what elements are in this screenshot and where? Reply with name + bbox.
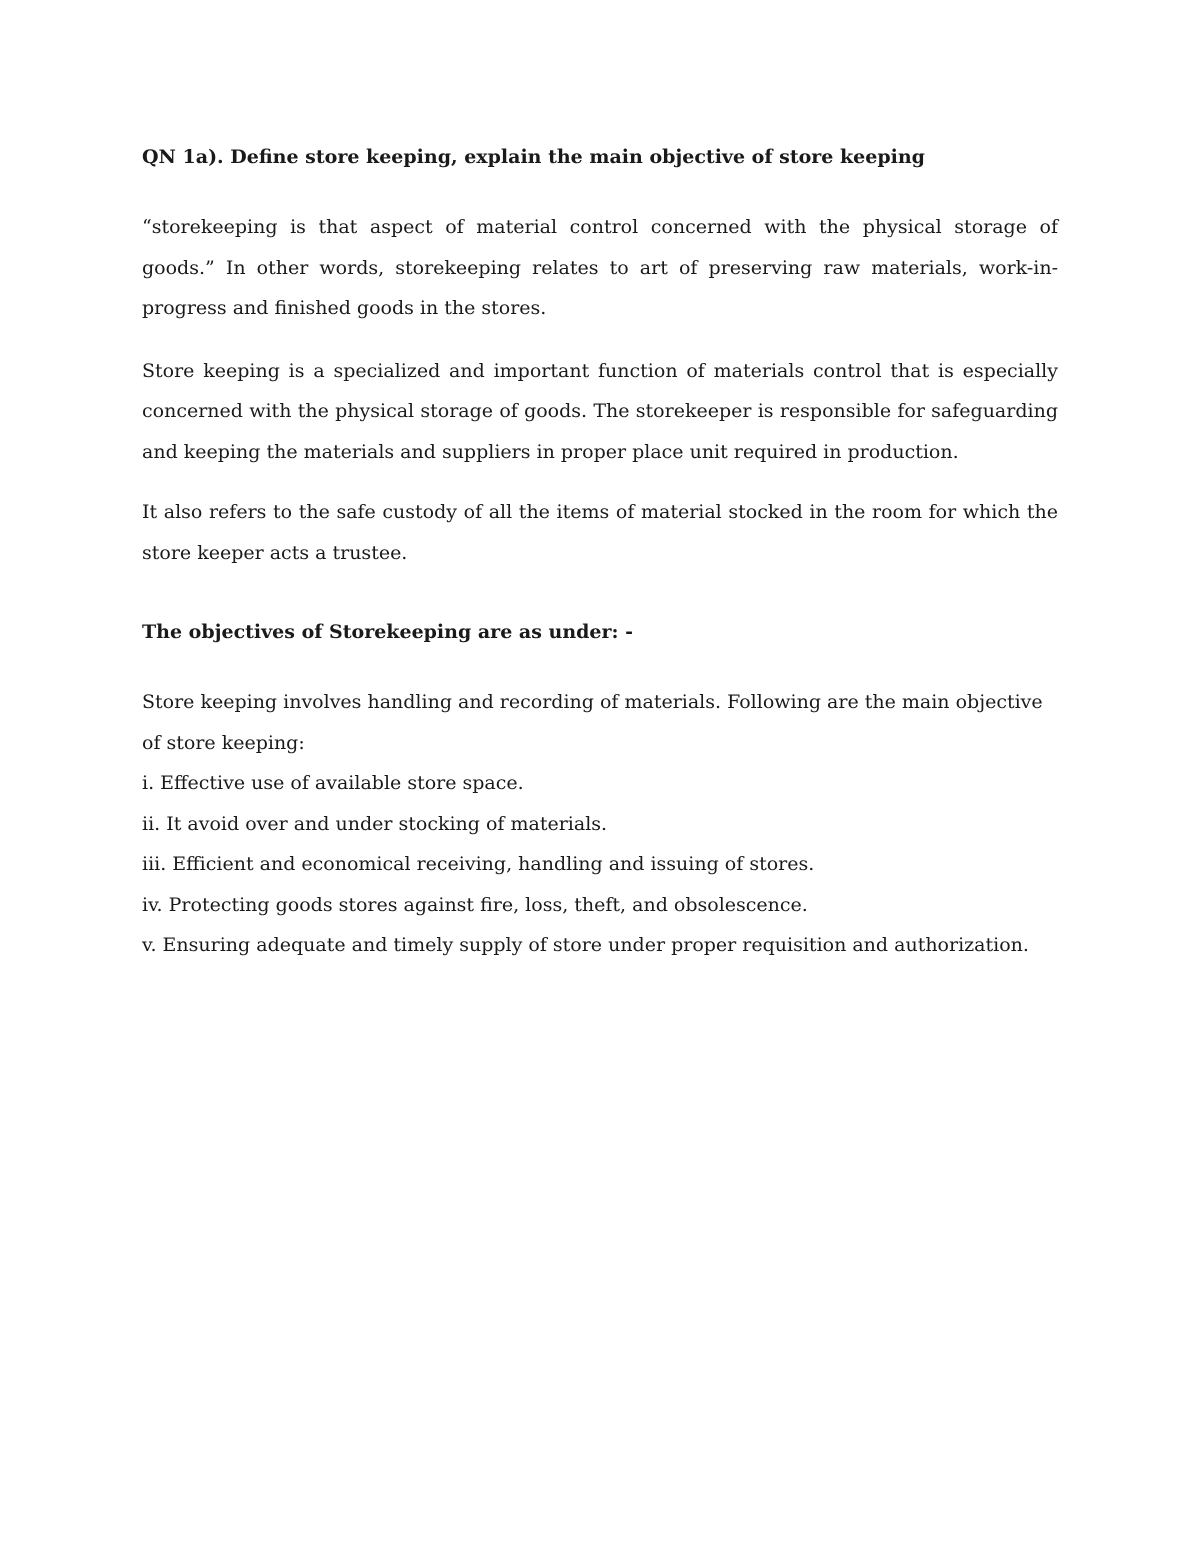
- list-item: v. Ensuring adequate and timely supply of store under proper requisition and authorization.: [142, 934, 1029, 956]
- objectives-intro: Store keeping involves handling and recording of materials. Following are the main objective of store keeping:: [142, 691, 1043, 754]
- objectives-list: [142, 763, 1058, 966]
- function-paragraph: Store keeping is a specialized and important function of materials control that is especially concerned with the physical storage of goods. The storekeeper is responsible for safeguarding and keeping the materials and suppliers in proper place unit required in production.: [142, 359, 1058, 463]
- definition-paragraph: “storekeeping is that aspect of material control concerned with the physical storage of goods.” In other words, storekeeping relates to art of preserving raw materials, work-in-progress and finished goods in the stores.: [142, 216, 1058, 319]
- objectives-heading: The objectives of Storekeeping are as under: -: [142, 621, 634, 643]
- document-page: [142, 140, 1058, 966]
- question-heading: QN 1a). Define store keeping, explain the main objective of store keeping: [142, 146, 925, 168]
- list-item: ii. It avoid over and under stocking of materials.: [142, 812, 608, 835]
- list-item: iii. Efficient and economical receiving, handling and issuing of stores.: [142, 853, 815, 875]
- list-item: i. Effective use of available store space.: [142, 772, 524, 794]
- custody-paragraph: It also refers to the safe custody of all the items of material stocked in the room for which the store keeper acts a trustee.: [142, 501, 1058, 564]
- list-item: iv. Protecting goods stores against fire, loss, theft, and obsolescence.: [142, 893, 808, 916]
